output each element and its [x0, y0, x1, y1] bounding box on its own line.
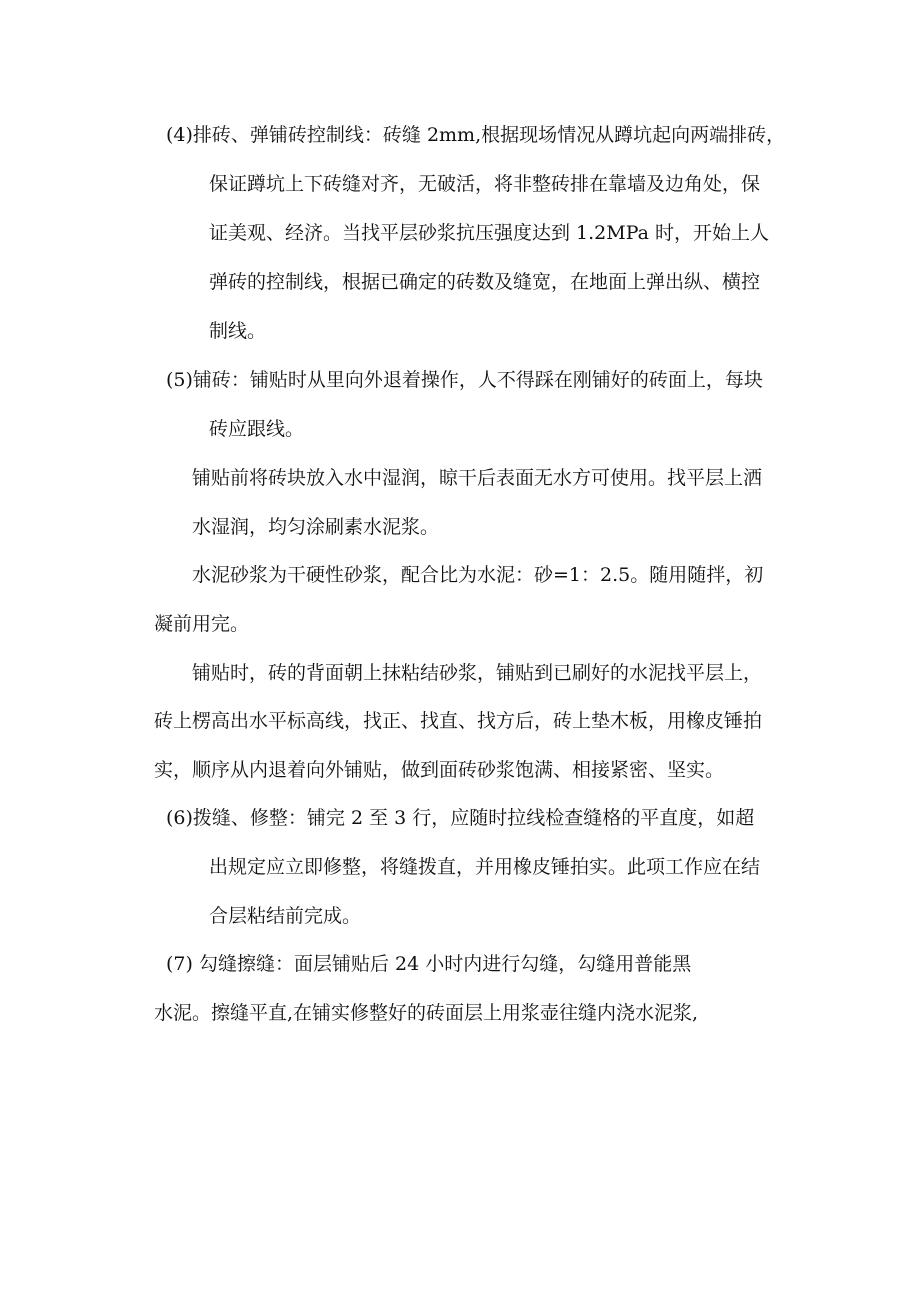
text-line-10: 水泥砂浆为干硬性砂浆，配合比为水泥：砂=1：2.5。随用随拌，初	[192, 564, 764, 586]
text-line-15: (6)拨缝、修整：铺完 2 至 3 行，应随时拉线检查缝格的平直度，如超	[166, 807, 755, 829]
text-line-12: 铺贴时，砖的背面朝上抹粘结砂浆，铺贴到已刷好的水泥找平层上，	[192, 662, 763, 684]
text-line-6: (5)铺砖：铺贴时从里向外退着操作，人不得踩在刚铺好的砖面上，每块	[166, 369, 763, 391]
text-line-11: 凝前用完。	[154, 613, 250, 635]
text-line-2: 保证蹲坑上下砖缝对齐，无破活，将非整砖排在靠墙及边角处，保	[209, 173, 761, 195]
text-line-16: 出规定应立即修整，将缝拨直，并用橡皮锤拍实。此项工作应在结	[209, 856, 761, 878]
text-line-3: 证美观、经济。当找平层砂浆抗压强度达到 1.2MPa 时，开始上人	[209, 222, 770, 244]
text-line-13: 砖上楞高出水平标高线，找正、找直、找方后，砖上垫木板，用橡皮锤拍	[154, 710, 763, 732]
text-line-9: 水湿润，均匀涂刷素水泥浆。	[192, 516, 440, 538]
text-line-1: (4)排砖、弹铺砖控制线：砖缝 2mm,根据现场情况从蹲坑起向两端排砖，	[166, 124, 786, 146]
text-line-17: 合层粘结前完成。	[209, 905, 362, 927]
text-line-19: 水泥。擦缝平直,在铺实修整好的砖面层上用浆壶往缝内浇水泥浆,	[154, 1002, 699, 1024]
text-line-5: 制线。	[209, 320, 267, 342]
text-line-14: 实，顺序从内退着向外铺贴，做到面砖砂浆饱满、相接紧密、坚实。	[154, 759, 725, 781]
text-line-7: 砖应跟线。	[209, 418, 305, 440]
text-line-8: 铺贴前将砖块放入水中湿润，晾干后表面无水方可使用。找平层上洒	[192, 467, 763, 489]
text-line-4: 弹砖的控制线，根据已确定的砖数及缝宽，在地面上弹出纵、横控	[209, 271, 761, 293]
text-line-18: (7) 勾缝擦缝：面层铺贴后 24 小时内进行勾缝，勾缝用普能黑	[166, 953, 692, 975]
